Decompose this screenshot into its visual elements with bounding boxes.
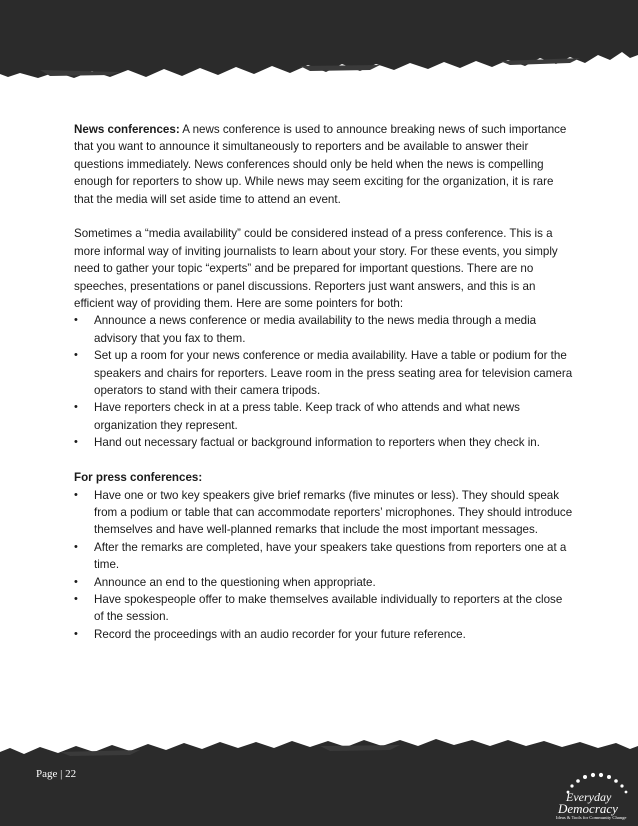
bullet-icon: •	[74, 436, 78, 449]
page-body	[74, 121, 574, 643]
bullet-icon: •	[74, 575, 78, 588]
logo-text-democracy: Democracy	[558, 801, 618, 816]
list-item: • Announce a news conference or media availability to the news media through a media advisory that you fax to them.	[74, 314, 537, 345]
bullet-icon: •	[74, 592, 78, 605]
list-item: • Have spokespeople offer to make themselves available individually to reporters at the close of the session.	[74, 592, 563, 624]
lead-news-conferences: News conferences:	[74, 123, 180, 136]
heading-press-conferences: For press conferences:	[74, 471, 203, 485]
footer-band	[0, 738, 638, 826]
logo-tagline: Ideas & Tools for Community Change	[556, 815, 627, 820]
header-band	[0, 0, 638, 80]
list-item: • Hand out necessary factual or background information to reporters when they check in.	[74, 434, 574, 451]
press-conference-list	[74, 487, 574, 644]
list-item: • Have one or two key speakers give brief remarks (five minutes or less). They should speak from a podium or table that can accommodate reporters’ microphones. They should introduce themselves and have well-planned remarks that include the most important messages.	[74, 488, 573, 537]
bullet-icon: •	[74, 540, 78, 553]
news-conferences-text: A news conference is used to announce breaking news of such importance that you want to announce it simultaneously to reporters and be available to answer their questions immediately. News conferences should only be held when the news is compelling enough for reporters to show up. While news may seem exciting for the organization, it is rare that the media will set aside time to attend an event.	[74, 123, 567, 206]
list-item: • After the remarks are completed, have your speakers take questions from reporters one at a time.	[74, 540, 567, 572]
bullet-icon: •	[74, 349, 78, 362]
bullet-icon: •	[74, 314, 78, 327]
page-number: Page | 22	[36, 768, 77, 780]
list-item: • Have reporters check in at a press table. Keep track of who attends and what news organization they represent.	[74, 401, 520, 432]
paragraph-news-conferences	[74, 121, 574, 208]
bullet-icon: •	[74, 627, 78, 640]
bullet-icon: •	[74, 401, 78, 414]
bullet-icon: •	[74, 488, 78, 501]
pointers-list	[74, 312, 574, 451]
paragraph-media-availability: Sometimes a “media availability” could be considered instead of a press conference. This is a more informal way of inviting journalists to learn about your story. For these events, you simply need to gather your topic “experts” and be prepared for important questions. There are no speeches, presentations or panel discussions. Reporters just want answers, and this is an efficient way of providing them. Here are some pointers for both:	[74, 227, 558, 311]
logo-text-everyday: Everyday	[566, 790, 612, 804]
list-item: • Set up a room for your news conference or media availability. Have a table or podium for the speakers and chairs for reporters. Leave room in the press seating area for television camera operators to stand with their camera tripods.	[74, 349, 573, 398]
list-item: • Record the proceedings with an audio recorder for your future reference.	[74, 626, 574, 643]
list-item: • Announce an end to the questioning when appropriate.	[74, 574, 574, 591]
